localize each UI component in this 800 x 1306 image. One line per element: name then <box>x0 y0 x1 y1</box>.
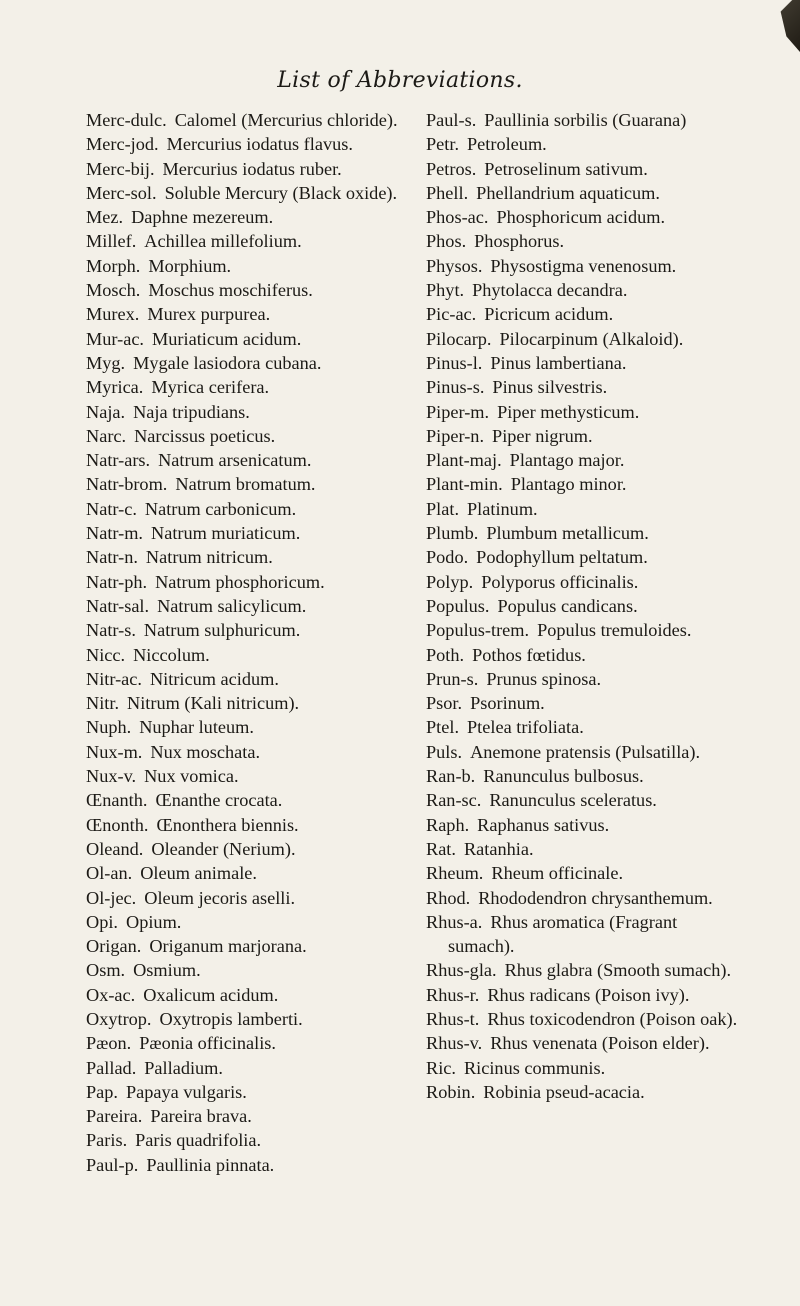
remedy-name: Rhus venenata (Poison elder). <box>490 1033 710 1054</box>
remedy-name: Pothos fœtidus. <box>472 644 586 665</box>
remedy-name: Narcissus poeticus. <box>134 425 276 446</box>
abbreviation-entry <box>86 934 402 958</box>
abbreviation: Natr-c. <box>86 498 137 519</box>
abbreviation-entry <box>426 910 746 959</box>
remedy-name: Pareira brava. <box>150 1106 252 1127</box>
remedy-name: Nux vomica. <box>144 766 239 787</box>
abbreviation-entry <box>426 400 746 424</box>
abbreviation: Polyp. <box>426 571 474 592</box>
abbreviation-entry <box>86 1153 402 1177</box>
abbreviation: Merc-sol. <box>86 182 157 203</box>
abbreviation-entry <box>86 910 402 934</box>
abbreviation-entry <box>426 1031 746 1055</box>
remedy-name: Oleum animale. <box>140 863 257 884</box>
abbreviation: Rhus-a. <box>426 911 483 932</box>
remedy-name: Achillea millefolium. <box>144 231 302 252</box>
abbreviation: Rat. <box>426 838 456 859</box>
abbreviation-entry <box>426 351 746 375</box>
abbreviation: Plumb. <box>426 523 479 544</box>
right-column <box>426 108 746 1104</box>
remedy-name: Nitrum (Kali nitricum). <box>127 693 300 714</box>
abbreviation: Rhus-t. <box>426 1008 480 1029</box>
abbreviation: Pinus-s. <box>426 377 485 398</box>
abbreviation: Natr-sal. <box>86 595 150 616</box>
abbreviation: Naja. <box>86 401 126 422</box>
abbreviation-entry <box>426 886 746 910</box>
abbreviation: Œnanth. <box>86 790 148 811</box>
abbreviation: Phos. <box>426 231 467 252</box>
abbreviation-entry <box>426 302 746 326</box>
abbreviation-entry <box>426 545 746 569</box>
abbreviation-entry <box>86 157 402 181</box>
remedy-name: Oxytropis lamberti. <box>159 1008 303 1029</box>
remedy-name: Phosphorus. <box>474 231 565 252</box>
remedy-name: Pinus silvestris. <box>492 377 608 398</box>
remedy-name: Natrum bromatum. <box>175 474 316 495</box>
abbreviation: Pæon. <box>86 1033 132 1054</box>
abbreviation: Pilocarp. <box>426 328 492 349</box>
abbreviation-entry <box>86 205 402 229</box>
abbreviation: Myrica. <box>86 377 144 398</box>
abbreviation-entry <box>426 327 746 351</box>
remedy-name: Phellandrium aquaticum. <box>476 182 660 203</box>
remedy-name: Rhododendron chrysanthemum. <box>478 887 713 908</box>
abbreviation-entry <box>86 1104 402 1128</box>
remedy-name: Rheum officinale. <box>491 863 624 884</box>
abbreviation: Pap. <box>86 1081 118 1102</box>
remedy-name: Plumbum metallicum. <box>486 523 649 544</box>
remedy-name: Ptelea trifoliata. <box>467 717 584 738</box>
abbreviation-entry <box>426 715 746 739</box>
remedy-name: Œnanthe crocata. <box>155 790 283 811</box>
abbreviation: Populus-trem. <box>426 620 530 641</box>
abbreviation: Myg. <box>86 352 126 373</box>
abbreviation: Nitr. <box>86 693 120 714</box>
remedy-name: Calomel (Mercurius chloride). <box>174 110 398 130</box>
remedy-name: Populus candicans. <box>497 595 638 616</box>
abbreviation: Puls. <box>426 741 463 762</box>
remedy-name: Ricinus communis. <box>463 1057 606 1078</box>
abbreviation-entry <box>86 448 402 472</box>
abbreviation: Natr-ph. <box>86 571 148 592</box>
abbreviation: Podo. <box>426 547 469 568</box>
abbreviation: Ol-an. <box>86 863 133 884</box>
abbreviation-entry <box>426 497 746 521</box>
abbreviation-entry <box>426 570 746 594</box>
remedy-name: Phytolacca decandra. <box>472 280 628 301</box>
abbreviation-entry <box>86 375 402 399</box>
abbreviation: Origan. <box>86 936 142 957</box>
abbreviation-entry <box>86 254 402 278</box>
abbreviation: Psor. <box>426 693 463 714</box>
remedy-name: Ratanhia. <box>463 838 534 859</box>
abbreviation-entry <box>426 837 746 861</box>
abbreviation-entry <box>426 764 746 788</box>
abbreviation: Paul-s. <box>426 110 477 130</box>
abbreviation-entry <box>426 643 746 667</box>
remedy-name: Nuphar luteum. <box>139 717 254 738</box>
remedy-name: Plantago major. <box>509 450 625 471</box>
abbreviation: Nuph. <box>86 717 132 738</box>
left-column <box>86 108 402 1177</box>
remedy-name: Plantago minor. <box>510 474 627 495</box>
remedy-name: Paullinia sorbilis (Guarana) <box>484 110 687 130</box>
abbreviation-entry <box>86 715 402 739</box>
remedy-name: Piper methysticum. <box>497 401 640 422</box>
abbreviation: Ran-b. <box>426 766 476 787</box>
abbreviation: Natr-ars. <box>86 450 151 471</box>
remedy-name: Petroleum. <box>467 134 547 155</box>
remedy-name: Robinia pseud-acacia. <box>483 1081 645 1102</box>
abbreviation: Phell. <box>426 182 469 203</box>
page-corner-mark <box>766 0 800 52</box>
abbreviation-entry <box>86 958 402 982</box>
abbreviation-entry <box>86 570 402 594</box>
remedy-name: Mercurius iodatus flavus. <box>166 134 353 155</box>
remedy-name: Raphanus sativus. <box>477 814 610 835</box>
remedy-name: Natrum arsenicatum. <box>158 450 312 471</box>
abbreviation: Natr-s. <box>86 620 136 641</box>
remedy-name: Phosphoricum acidum. <box>496 207 666 228</box>
abbreviation-entry <box>86 594 402 618</box>
abbreviation-entry <box>86 618 402 642</box>
remedy-name: Mercurius iodatus ruber. <box>162 158 342 179</box>
remedy-name: Pilocarpinum (Alkaloid). <box>499 328 684 349</box>
remedy-name: Nux moschata. <box>150 741 261 762</box>
remedy-name: Platinum. <box>467 498 538 519</box>
abbreviation-entry <box>426 521 746 545</box>
abbreviation-entry <box>86 983 402 1007</box>
abbreviation-entry <box>86 667 402 691</box>
abbreviation-entry <box>86 643 402 667</box>
abbreviation-entry <box>86 1007 402 1031</box>
remedy-name: Natrum phosphoricum. <box>155 571 325 592</box>
abbreviation: Rhus-v. <box>426 1033 483 1054</box>
abbreviation: Plant-min. <box>426 474 503 495</box>
abbreviation-entry <box>86 788 402 812</box>
remedy-name: Muriaticum acidum. <box>152 328 302 349</box>
remedy-name: Polyporus officinalis. <box>481 571 639 592</box>
abbreviation-entry <box>426 424 746 448</box>
remedy-name: Daphne mezereum. <box>131 207 274 228</box>
abbreviation: Narc. <box>86 425 127 446</box>
abbreviation: Piper-m. <box>426 401 490 422</box>
abbreviation-entry <box>426 618 746 642</box>
abbreviation: Nux-m. <box>86 741 143 762</box>
abbreviation: Mez. <box>86 207 124 228</box>
remedy-name: Rhus radicans (Poison ivy). <box>487 984 690 1005</box>
remedy-name: Rhus glabra (Smooth sumach). <box>504 960 732 981</box>
abbreviation: Ran-sc. <box>426 790 482 811</box>
abbreviation-entry <box>86 108 402 132</box>
abbreviation: Rhod. <box>426 887 471 908</box>
abbreviation: Natr-n. <box>86 547 138 568</box>
abbreviation-entry <box>86 327 402 351</box>
remedy-name: Picricum acidum. <box>484 304 614 325</box>
abbreviation-entry <box>86 813 402 837</box>
abbreviation-entry <box>86 886 402 910</box>
abbreviation: Poth. <box>426 644 465 665</box>
remedy-name: Natrum carbonicum. <box>144 498 297 519</box>
remedy-name: Œnonthera biennis. <box>156 814 299 835</box>
remedy-name: Niccolum. <box>133 644 210 665</box>
abbreviation: Pinus-l. <box>426 352 483 373</box>
abbreviation-entry <box>86 278 402 302</box>
abbreviation-entry <box>426 1056 746 1080</box>
abbreviation-entry <box>426 691 746 715</box>
abbreviation: Populus. <box>426 595 490 616</box>
abbreviation: Merc-jod. <box>86 134 159 155</box>
remedy-name: Rhus aromatica (Fragrant sumach). <box>448 911 678 957</box>
remedy-name: Mygale lasiodora cubana. <box>133 352 322 373</box>
abbreviation-entry <box>426 983 746 1007</box>
remedy-name: Prunus spinosa. <box>486 668 602 689</box>
abbreviation: Paul-p. <box>86 1154 139 1175</box>
abbreviation-entry <box>86 861 402 885</box>
abbreviation: Natr-brom. <box>86 474 168 495</box>
abbreviation: Pareira. <box>86 1106 143 1127</box>
abbreviation-entry <box>86 181 402 205</box>
remedy-name: Natrum nitricum. <box>145 547 273 568</box>
page-header: List of Abbreviations. <box>277 68 523 93</box>
remedy-name: Ranunculus bulbosus. <box>483 766 644 787</box>
remedy-name: Psorinum. <box>470 693 545 714</box>
abbreviation: Osm. <box>86 960 126 981</box>
abbreviation-entry <box>86 1128 402 1152</box>
abbreviation-entry <box>86 1080 402 1104</box>
abbreviation: Ric. <box>426 1057 456 1078</box>
abbreviation-entry <box>86 132 402 156</box>
remedy-name: Osmium. <box>133 960 201 981</box>
abbreviation: Paris. <box>86 1130 128 1151</box>
abbreviation-entry <box>426 1007 746 1031</box>
abbreviation-entry <box>426 254 746 278</box>
abbreviation: Oxytrop. <box>86 1008 152 1029</box>
abbreviation: Nitr-ac. <box>86 668 142 689</box>
abbreviation: Physos. <box>426 255 483 276</box>
abbreviation: Petr. <box>426 134 460 155</box>
abbreviation-entry <box>86 764 402 788</box>
abbreviation: Raph. <box>426 814 470 835</box>
abbreviation: Mosch. <box>86 280 141 301</box>
remedy-name: Ranunculus sceleratus. <box>489 790 657 811</box>
abbreviation: Opi. <box>86 911 118 932</box>
abbreviation-entry <box>86 424 402 448</box>
abbreviation-entry <box>86 1056 402 1080</box>
remedy-name: Myrica cerifera. <box>151 377 270 398</box>
abbreviation-entry <box>426 132 746 156</box>
abbreviation-entry <box>426 958 746 982</box>
abbreviation: Nicc. <box>86 644 126 665</box>
abbreviation: Mur-ac. <box>86 328 145 349</box>
abbreviation-entry <box>426 181 746 205</box>
abbreviation: Rhus-gla. <box>426 960 497 981</box>
remedy-name: Pæonia officinalis. <box>139 1033 276 1054</box>
remedy-name: Papaya vulgaris. <box>126 1081 247 1102</box>
abbreviation: Piper-n. <box>426 425 485 446</box>
abbreviation-entry <box>426 472 746 496</box>
abbreviation: Rhus-r. <box>426 984 480 1005</box>
abbreviation-entry <box>86 497 402 521</box>
remedy-name: Nitricum acidum. <box>149 668 279 689</box>
abbreviation-entry <box>86 472 402 496</box>
remedy-name: Moschus moschiferus. <box>148 280 313 301</box>
remedy-name: Paullinia pinnata. <box>146 1154 275 1175</box>
abbreviation-entry <box>426 108 746 132</box>
remedy-name: Murex purpurea. <box>147 304 271 325</box>
abbreviation: Œnonth. <box>86 814 149 835</box>
abbreviation: Petros. <box>426 158 477 179</box>
abbreviation-entry <box>86 302 402 326</box>
remedy-name: Petroselinum sativum. <box>484 158 648 179</box>
abbreviation-entry <box>426 448 746 472</box>
abbreviation-entry <box>86 521 402 545</box>
abbreviation-entry <box>86 1031 402 1055</box>
abbreviation-entry <box>86 837 402 861</box>
remedy-name: Rhus toxicodendron (Poison oak). <box>487 1008 738 1029</box>
abbreviation-entry <box>86 691 402 715</box>
remedy-name: Oleander (Nerium). <box>151 838 296 859</box>
abbreviation: Plant-maj. <box>426 450 502 471</box>
abbreviation: Ox-ac. <box>86 984 136 1005</box>
abbreviation-entry <box>86 740 402 764</box>
remedy-name: Opium. <box>126 911 182 932</box>
abbreviation-entry <box>426 157 746 181</box>
remedy-name: Podophyllum peltatum. <box>476 547 648 568</box>
abbreviation: Phyt. <box>426 280 465 301</box>
remedy-name: Natrum salicylicum. <box>157 595 307 616</box>
abbreviation-entry <box>426 205 746 229</box>
abbreviation: Rheum. <box>426 863 484 884</box>
abbreviation-entry <box>86 400 402 424</box>
abbreviation-entry <box>426 667 746 691</box>
abbreviation-entry <box>426 813 746 837</box>
abbreviation: Plat. <box>426 498 460 519</box>
remedy-name: Physostigma venenosum. <box>490 255 677 276</box>
abbreviation: Ptel. <box>426 717 460 738</box>
abbreviation: Phos-ac. <box>426 207 489 228</box>
remedy-name: Natrum muriaticum. <box>151 523 301 544</box>
remedy-name: Pinus lambertiana. <box>490 352 627 373</box>
remedy-name: Naja tripudians. <box>133 401 250 422</box>
remedy-name: Populus tremuloides. <box>537 620 692 641</box>
remedy-name: Soluble Mercury (Black oxide). <box>164 182 398 203</box>
remedy-name: Anemone pratensis (Pulsatilla). <box>470 741 701 762</box>
abbreviation: Oleand. <box>86 838 144 859</box>
remedy-name: Origanum marjorana. <box>149 936 307 957</box>
abbreviation-entry <box>86 351 402 375</box>
abbreviation-entry <box>426 740 746 764</box>
remedy-name: Morphium. <box>148 255 232 276</box>
abbreviation: Robin. <box>426 1081 476 1102</box>
abbreviation: Ol-jec. <box>86 887 137 908</box>
abbreviation-entry <box>86 229 402 253</box>
abbreviation: Merc-bij. <box>86 158 155 179</box>
abbreviation: Morph. <box>86 255 141 276</box>
abbreviation: Millef. <box>86 231 137 252</box>
remedy-name: Piper nigrum. <box>492 425 593 446</box>
abbreviation-entry <box>86 545 402 569</box>
abbreviation: Merc-dulc. <box>86 110 167 130</box>
abbreviation-entry <box>426 861 746 885</box>
abbreviation-entry <box>426 375 746 399</box>
remedy-name: Natrum sulphuricum. <box>143 620 301 641</box>
remedy-name: Oxalicum acidum. <box>143 984 279 1005</box>
remedy-name: Palladium. <box>144 1057 223 1078</box>
abbreviation: Nux-v. <box>86 766 137 787</box>
abbreviation-entry <box>426 278 746 302</box>
remedy-name: Oleum jecoris aselli. <box>144 887 296 908</box>
abbreviation-entry <box>426 1080 746 1104</box>
abbreviation: Pic-ac. <box>426 304 477 325</box>
abbreviation: Natr-m. <box>86 523 143 544</box>
abbreviation: Pallad. <box>86 1057 137 1078</box>
abbreviation: Murex. <box>86 304 140 325</box>
abbreviation-entry <box>426 594 746 618</box>
abbreviation-entry <box>426 229 746 253</box>
remedy-name: Paris quadrifolia. <box>135 1130 262 1151</box>
abbreviation: Prun-s. <box>426 668 479 689</box>
abbreviation-entry <box>426 788 746 812</box>
